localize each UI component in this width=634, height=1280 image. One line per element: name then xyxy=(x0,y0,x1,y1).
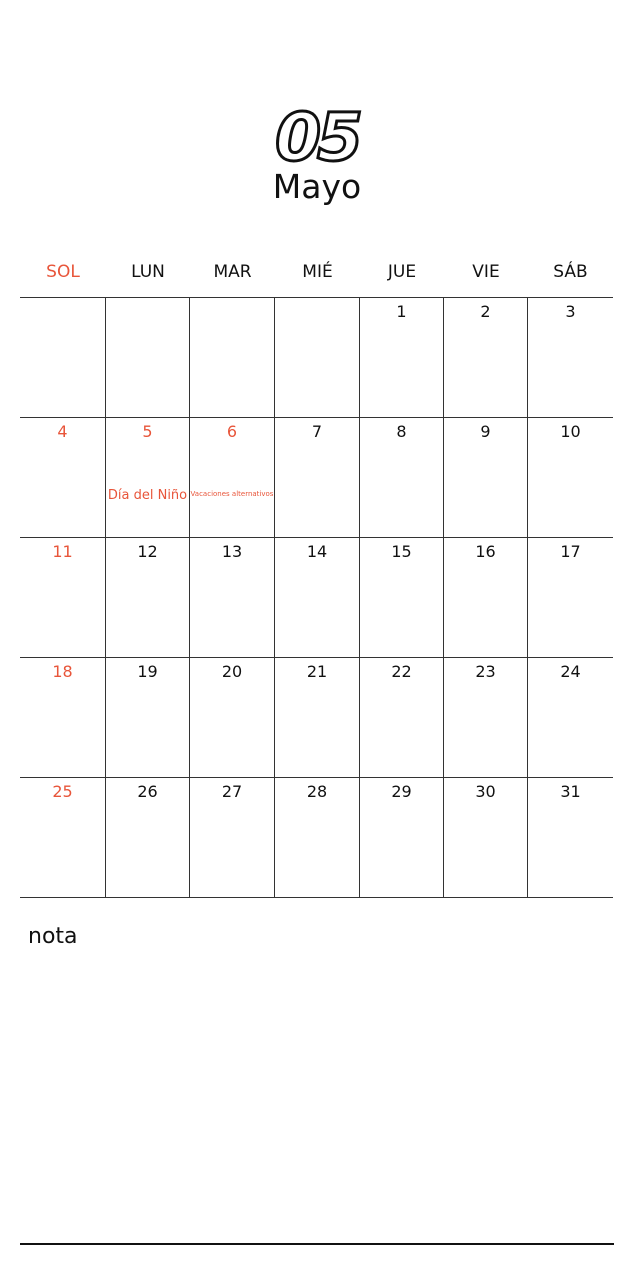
day-number: 23 xyxy=(475,662,496,681)
day-number: 10 xyxy=(560,422,581,441)
day-cell[interactable] xyxy=(106,778,190,898)
day-number: 15 xyxy=(391,542,412,561)
day-cell[interactable] xyxy=(20,778,106,898)
day-cell[interactable] xyxy=(360,658,444,778)
day-number: 13 xyxy=(221,542,243,561)
day-number: 20 xyxy=(221,662,243,681)
weekday-header-row xyxy=(20,250,613,297)
day-number: 4 xyxy=(57,422,68,441)
weekday-wed: MIÉ xyxy=(302,262,333,282)
day-number: 7 xyxy=(311,422,323,441)
day-number: 14 xyxy=(306,542,328,561)
day-number: 1 xyxy=(396,302,407,321)
day-number: 16 xyxy=(475,542,496,561)
day-number: 29 xyxy=(391,782,412,801)
day-cell[interactable] xyxy=(444,658,528,778)
weekday-sat: SÁB xyxy=(553,262,588,282)
day-cell[interactable] xyxy=(190,538,275,658)
day-number: 19 xyxy=(137,662,158,681)
day-number: 27 xyxy=(221,782,243,801)
day-cell[interactable] xyxy=(275,418,360,538)
day-cell[interactable] xyxy=(190,418,275,538)
notes-label: nota xyxy=(28,924,78,949)
day-cell[interactable] xyxy=(528,298,613,418)
day-number: 12 xyxy=(137,542,158,561)
day-cell[interactable] xyxy=(360,418,444,538)
weekday-mon: LUN xyxy=(131,262,165,282)
day-number: 30 xyxy=(475,782,496,801)
weekday-thu: JUE xyxy=(387,262,417,282)
day-cell[interactable] xyxy=(528,778,613,898)
day-cell[interactable] xyxy=(444,298,528,418)
day-cell[interactable] xyxy=(528,418,613,538)
day-number: 26 xyxy=(137,782,158,801)
day-number: 28 xyxy=(306,782,328,801)
day-number: 24 xyxy=(560,662,581,681)
day-number: 5 xyxy=(142,422,153,441)
day-number: 6 xyxy=(226,422,238,441)
empty-day-cell xyxy=(20,298,106,418)
day-number: 11 xyxy=(52,542,73,561)
weekday-tue: MAR xyxy=(213,262,252,282)
day-cell[interactable] xyxy=(528,658,613,778)
day-cell[interactable] xyxy=(444,418,528,538)
empty-day-cell xyxy=(275,298,360,418)
day-number: 17 xyxy=(560,542,581,561)
day-number: 21 xyxy=(306,662,328,681)
empty-day-cell xyxy=(190,298,275,418)
weekday-sun: SOL xyxy=(46,262,80,282)
calendar xyxy=(20,250,613,898)
day-number: 22 xyxy=(391,662,412,681)
day-cell[interactable] xyxy=(275,778,360,898)
holiday-label: Vacaciones alternativos xyxy=(190,490,274,498)
day-grid xyxy=(20,297,613,898)
day-number: 18 xyxy=(52,662,73,681)
month-number: 05 xyxy=(275,99,359,176)
day-cell[interactable] xyxy=(528,538,613,658)
day-number: 3 xyxy=(565,302,576,321)
day-cell[interactable] xyxy=(20,538,106,658)
day-number: 2 xyxy=(480,302,491,321)
empty-day-cell xyxy=(106,298,190,418)
day-cell[interactable] xyxy=(190,658,275,778)
day-cell[interactable] xyxy=(106,538,190,658)
notes-underline xyxy=(20,1243,614,1245)
day-cell[interactable] xyxy=(190,778,275,898)
day-number: 8 xyxy=(396,422,407,441)
day-cell[interactable] xyxy=(275,538,360,658)
day-cell[interactable] xyxy=(20,658,106,778)
day-cell[interactable] xyxy=(275,658,360,778)
day-cell[interactable] xyxy=(106,658,190,778)
day-number: 9 xyxy=(480,422,491,441)
weekday-fri: VIE xyxy=(472,262,500,282)
day-cell[interactable] xyxy=(106,418,190,538)
month-name: Mayo xyxy=(272,167,362,206)
day-number: 25 xyxy=(52,782,73,801)
day-cell[interactable] xyxy=(20,418,106,538)
day-cell[interactable] xyxy=(360,778,444,898)
day-cell[interactable] xyxy=(360,538,444,658)
day-cell[interactable] xyxy=(444,778,528,898)
day-cell[interactable] xyxy=(360,298,444,418)
holiday-label: Día del Niño xyxy=(107,488,188,503)
calendar-header xyxy=(0,98,634,204)
day-cell[interactable] xyxy=(444,538,528,658)
day-number: 31 xyxy=(560,782,581,801)
